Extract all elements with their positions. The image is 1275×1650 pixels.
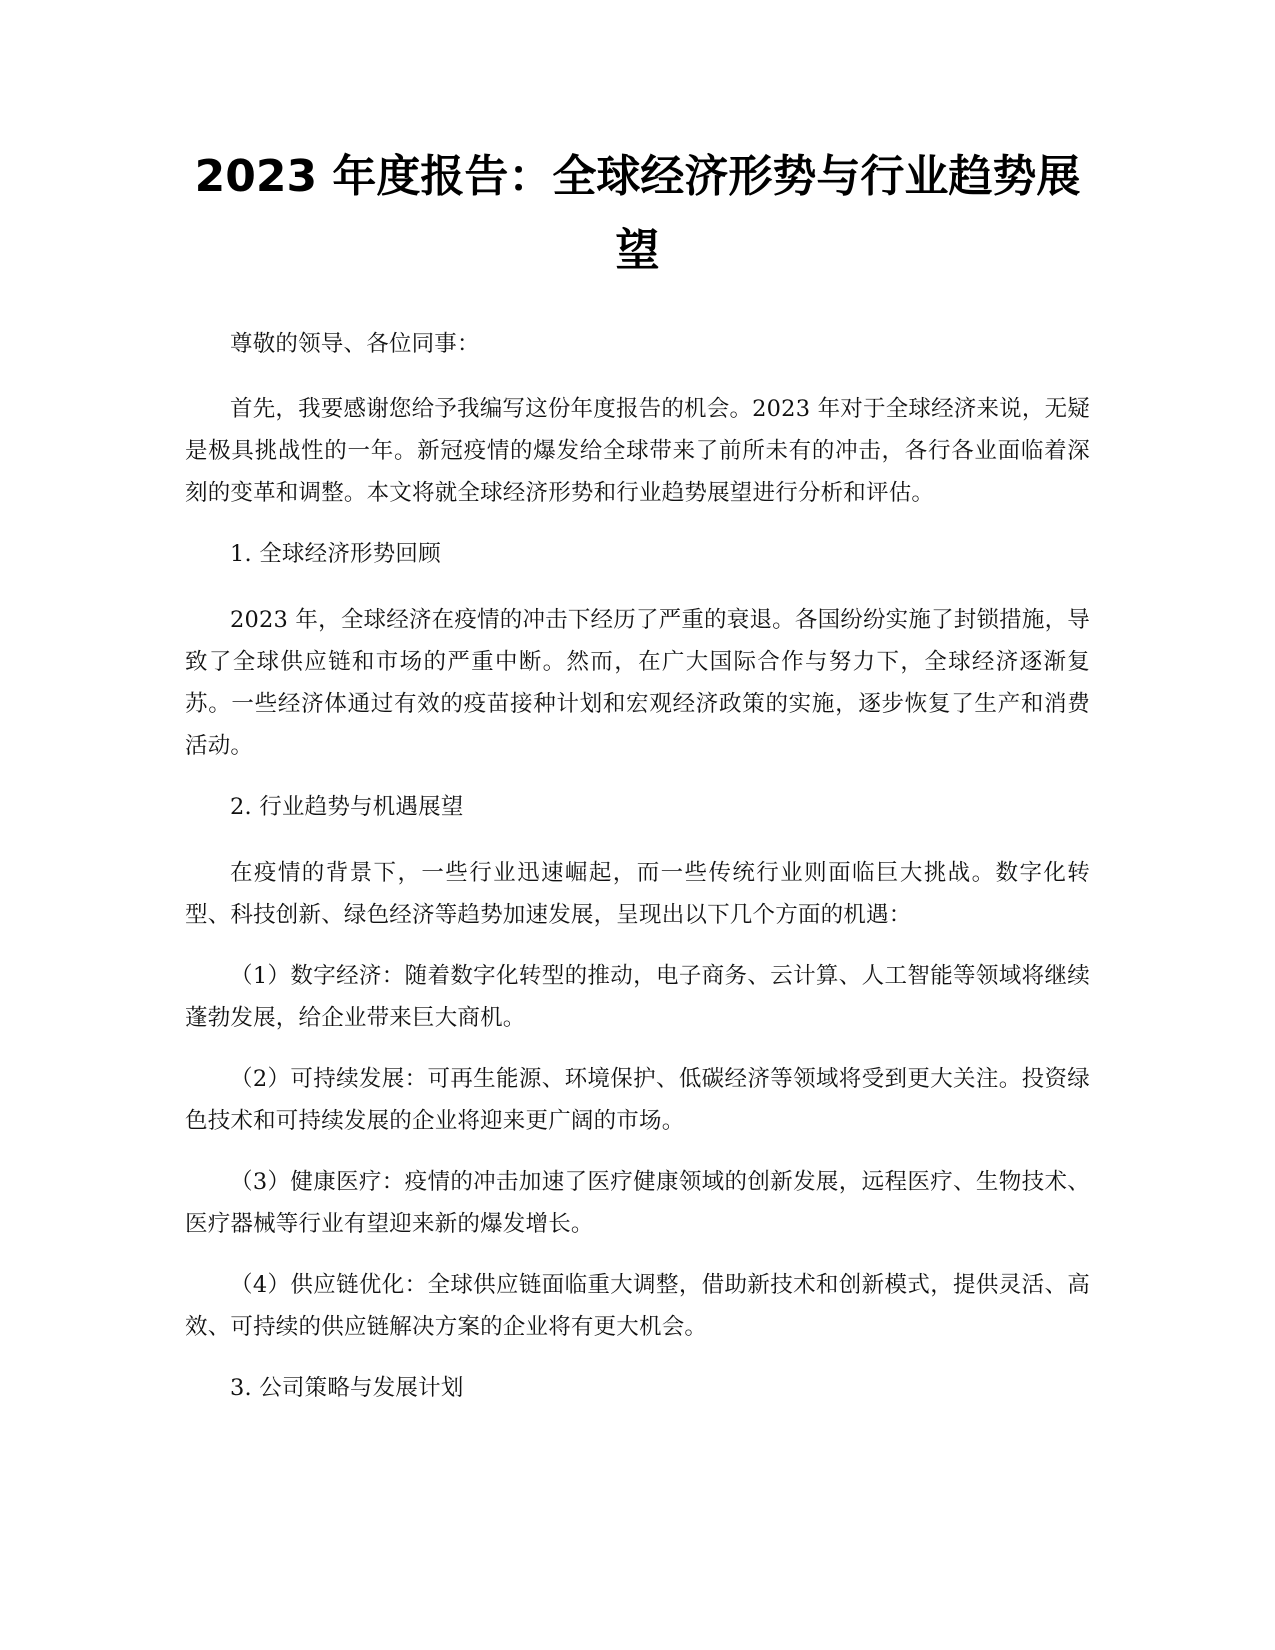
opportunity-item-2: （2）可持续发展：可再生能源、环境保护、低碳经济等领域将受到更大关注。投资绿色技术和可持续发展的企业将迎来更广阔的市场。: [185, 1066, 1090, 1134]
opportunity-item-4: （4）供应链优化：全球供应链面临重大调整，借助新技术和创新模式，提供灵活、高效、可持续的供应链解决方案的企业将有更大机会。: [185, 1272, 1090, 1340]
section-2-paragraph: 在疫情的背景下，一些行业迅速崛起，而一些传统行业则面临巨大挑战。数字化转型、科技创新、绿色经济等趋势加速发展，呈现出以下几个方面的机遇：: [185, 860, 1090, 928]
opportunity-item-1: （1）数字经济：随着数字化转型的推动，电子商务、云计算、人工智能等领域将继续蓬勃发展，给企业带来巨大商机。: [185, 963, 1090, 1031]
section-3-heading: 3. 公司策略与发展计划: [230, 1375, 464, 1401]
section-1-heading: 1. 全球经济形势回顾: [230, 541, 441, 567]
opportunity-item-3: （3）健康医疗：疫情的冲击加速了医疗健康领域的创新发展，远程医疗、生物技术、医疗器械等行业有望迎来新的爆发增长。: [185, 1169, 1090, 1237]
greeting-paragraph: 尊敬的领导、各位同事：: [230, 331, 480, 357]
section-1-paragraph: 2023 年，全球经济在疫情的冲击下经历了严重的衰退。各国纷纷实施了封锁措施，导致了全球供应链和市场的严重中断。然而，在广大国际合作与努力下，全球经济逐渐复苏。一些经济体通过有效的疫苗接种计划和宏观经济政策的实施，逐步恢复了生产和消费活动。: [185, 607, 1090, 759]
section-2-heading: 2. 行业趋势与机遇展望: [230, 794, 464, 820]
intro-paragraph: 首先，我要感谢您给予我编写这份年度报告的机会。2023 年对于全球经济来说，无疑是极具挑战性的一年。新冠疫情的爆发给全球带来了前所未有的冲击，各行各业面临着深刻的变革和调整。本文将就全球经济形势和行业趋势展望进行分析和评估。: [185, 396, 1090, 506]
document-title: 2023 年度报告：全球经济形势与行业趋势展望: [194, 151, 1081, 276]
document-body: [185, 323, 1090, 1433]
